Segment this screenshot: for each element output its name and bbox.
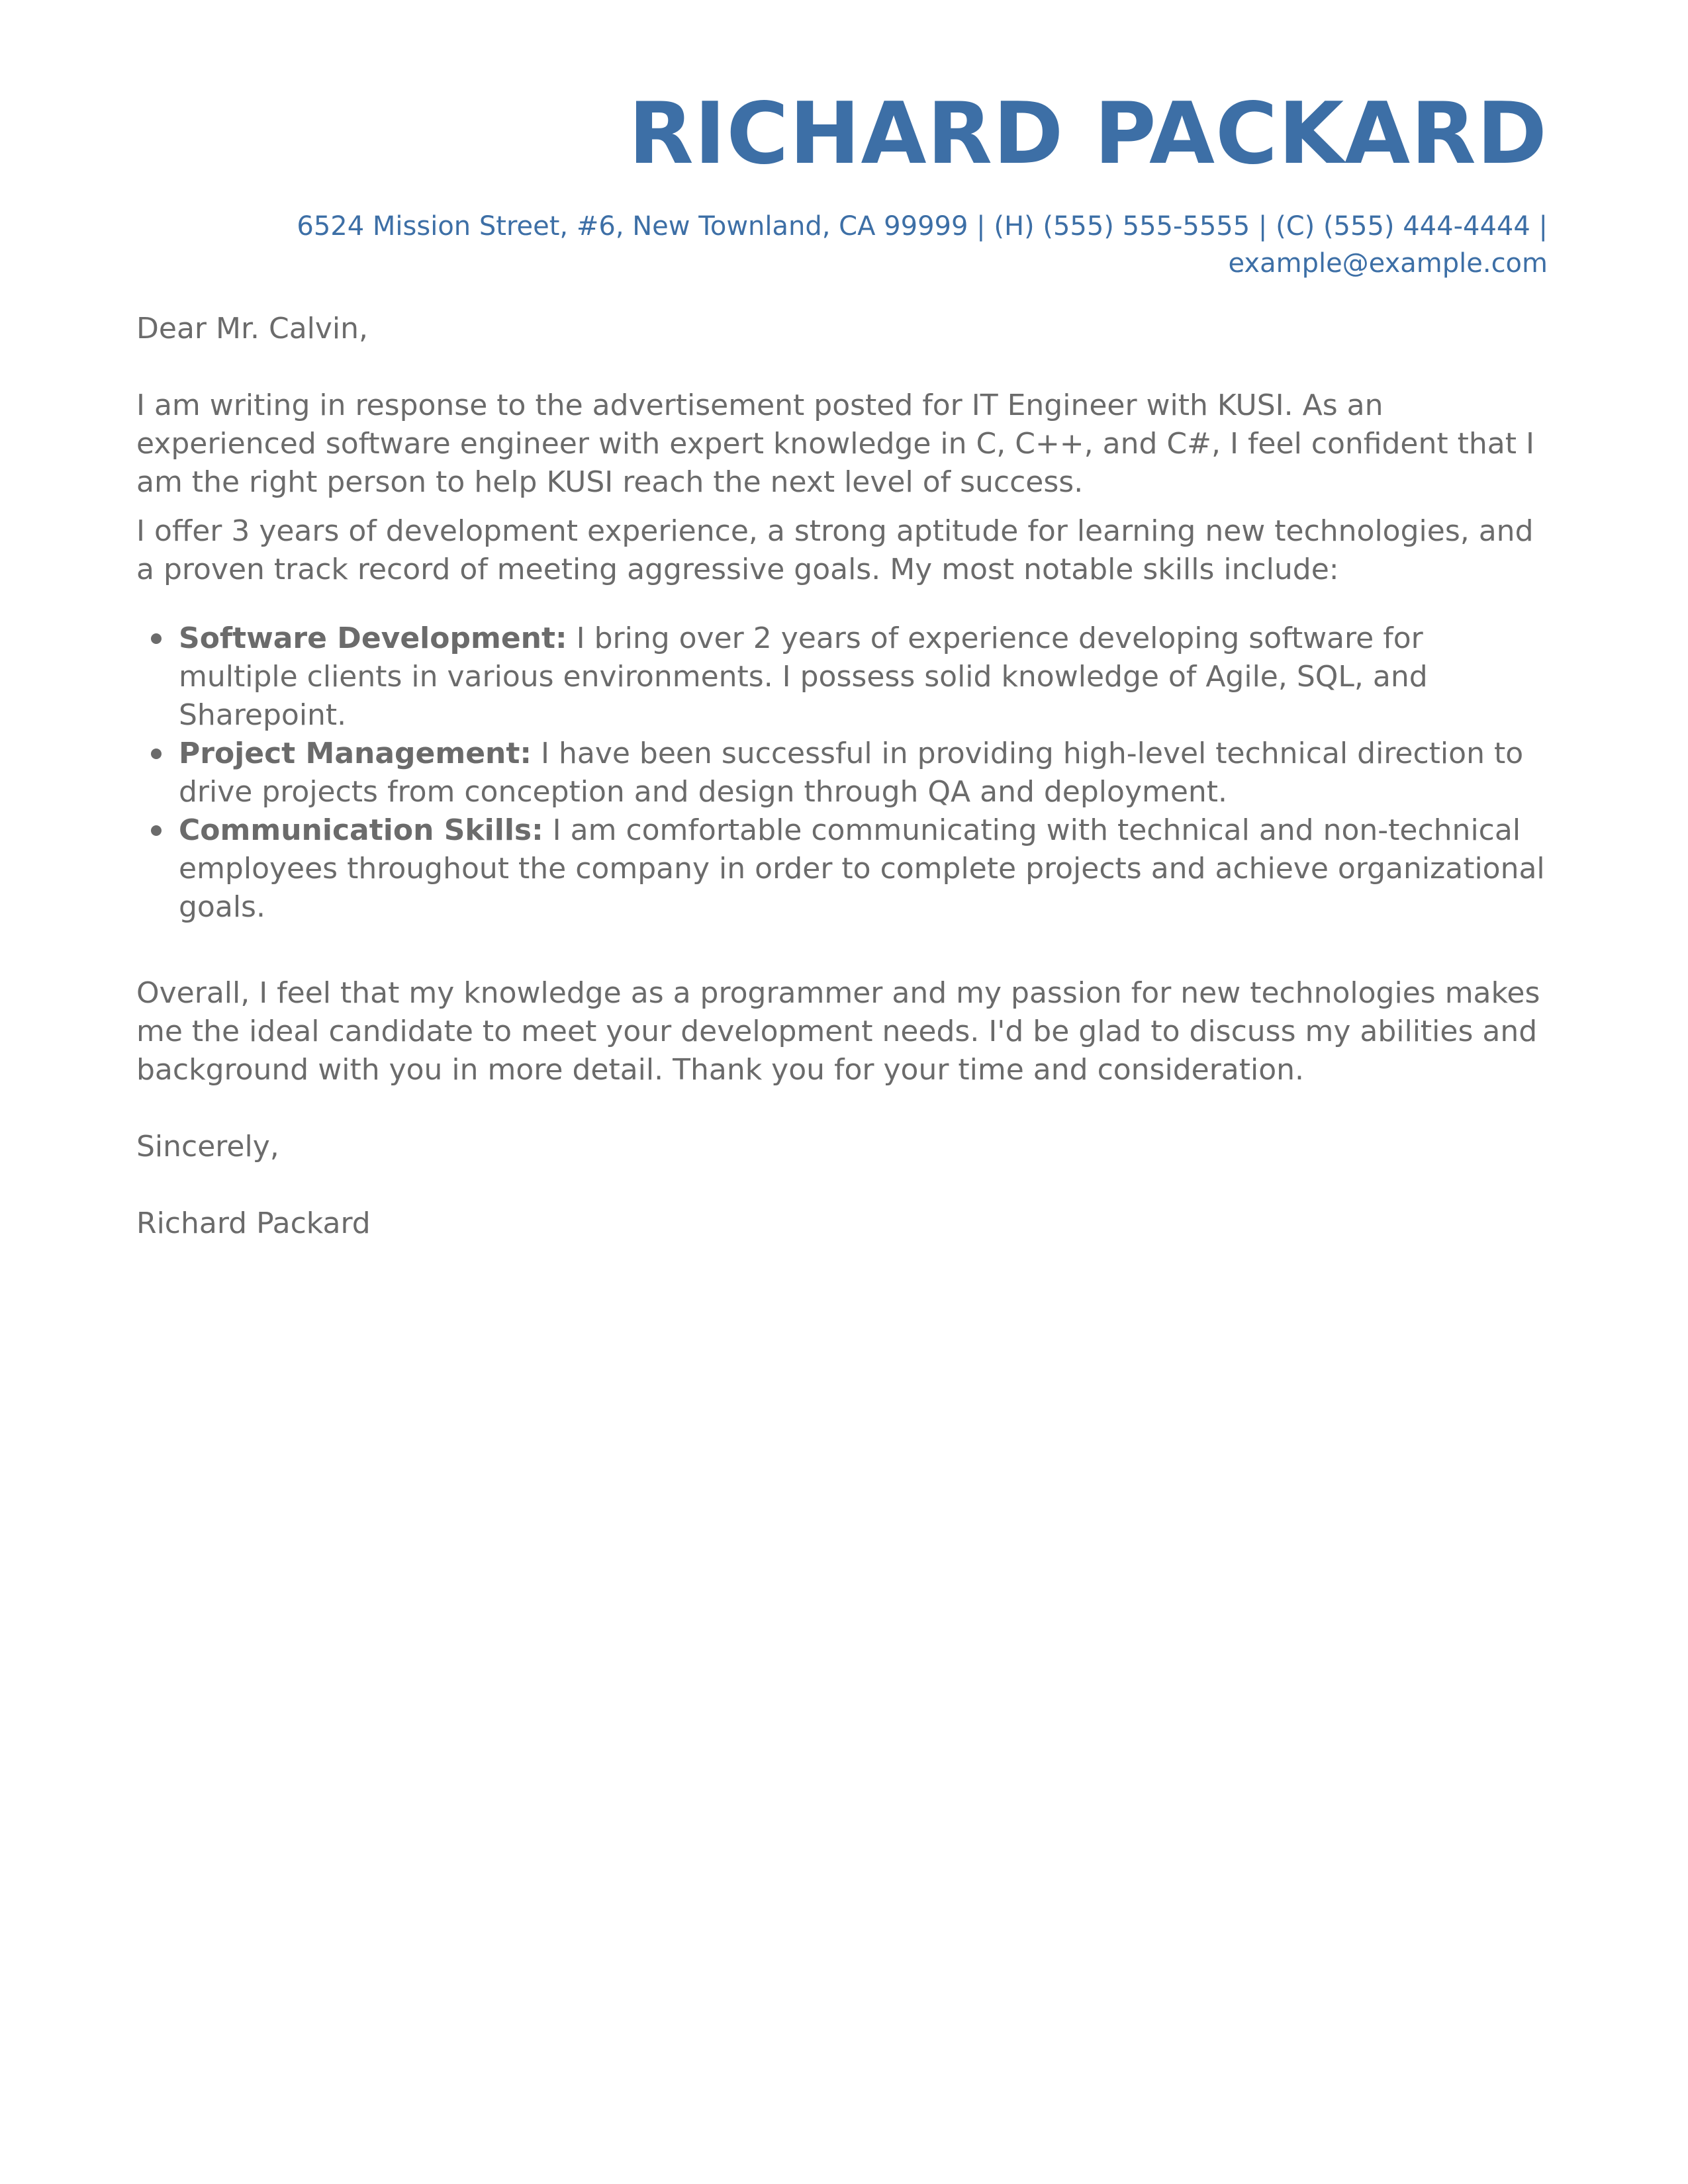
salutation: Dear Mr. Calvin, — [136, 312, 369, 345]
paragraph-closing: Overall, I feel that my knowledge as a programmer and my passion for new technologies makes me the ideal candidate to meet your development needs. I'd be glad to discuss my abilities and background with you in more detail. Thank you for your time and consideration. — [136, 976, 1540, 1087]
list-item — [136, 735, 1548, 811]
bullet-icon — [151, 633, 162, 644]
skill-label: Project Management: — [179, 737, 532, 770]
list-item — [136, 811, 1548, 927]
skill-label: Software Development: — [179, 621, 567, 655]
list-item — [136, 619, 1548, 735]
bullet-icon — [151, 825, 162, 836]
paragraph-experience: I offer 3 years of development experience, a strong aptitude for learning new technologies, and a proven track record of meeting aggressive goals. My most notable skills include: — [136, 514, 1534, 586]
letter-header — [136, 0, 1548, 282]
sender-name: RICHARD PACKARD — [628, 85, 1548, 183]
letter-body — [136, 310, 1548, 1243]
skill-text: I am comfortable communicating with technical and non-technical employees throughout the company in order to complete projects and achieve organizational goals. — [179, 813, 1545, 924]
paragraph-intro: I am writing in response to the advertisement posted for IT Engineer with KUSI. As an experienced software engineer with expert knowledge in C, C++, and C#, I feel confident that I am the right person to help KUSI reach the next level of success. — [136, 388, 1534, 499]
letter-page — [136, 0, 1548, 1243]
contact-email: example@example.com — [1228, 248, 1548, 279]
contact-address-phones: 6524 Mission Street, #6, New Townland, CA 99999 | (H) (555) 555-5555 | (C) (555) 444-4444 | — [297, 211, 1548, 242]
skills-list — [136, 619, 1548, 927]
skill-label: Communication Skills: — [179, 813, 543, 847]
complimentary-close: Sincerely, — [136, 1130, 279, 1163]
contact-info — [136, 208, 1548, 282]
signature-name: Richard Packard — [136, 1206, 371, 1240]
skill-text: I bring over 2 years of experience developing software for multiple clients in various environments. I possess solid knowledge of Agile, SQL, and Sharepoint. — [179, 621, 1428, 732]
skill-text: I have been successful in providing high-level technical direction to drive projects from conception and design through QA and deployment. — [179, 737, 1524, 809]
bullet-icon — [151, 749, 162, 759]
